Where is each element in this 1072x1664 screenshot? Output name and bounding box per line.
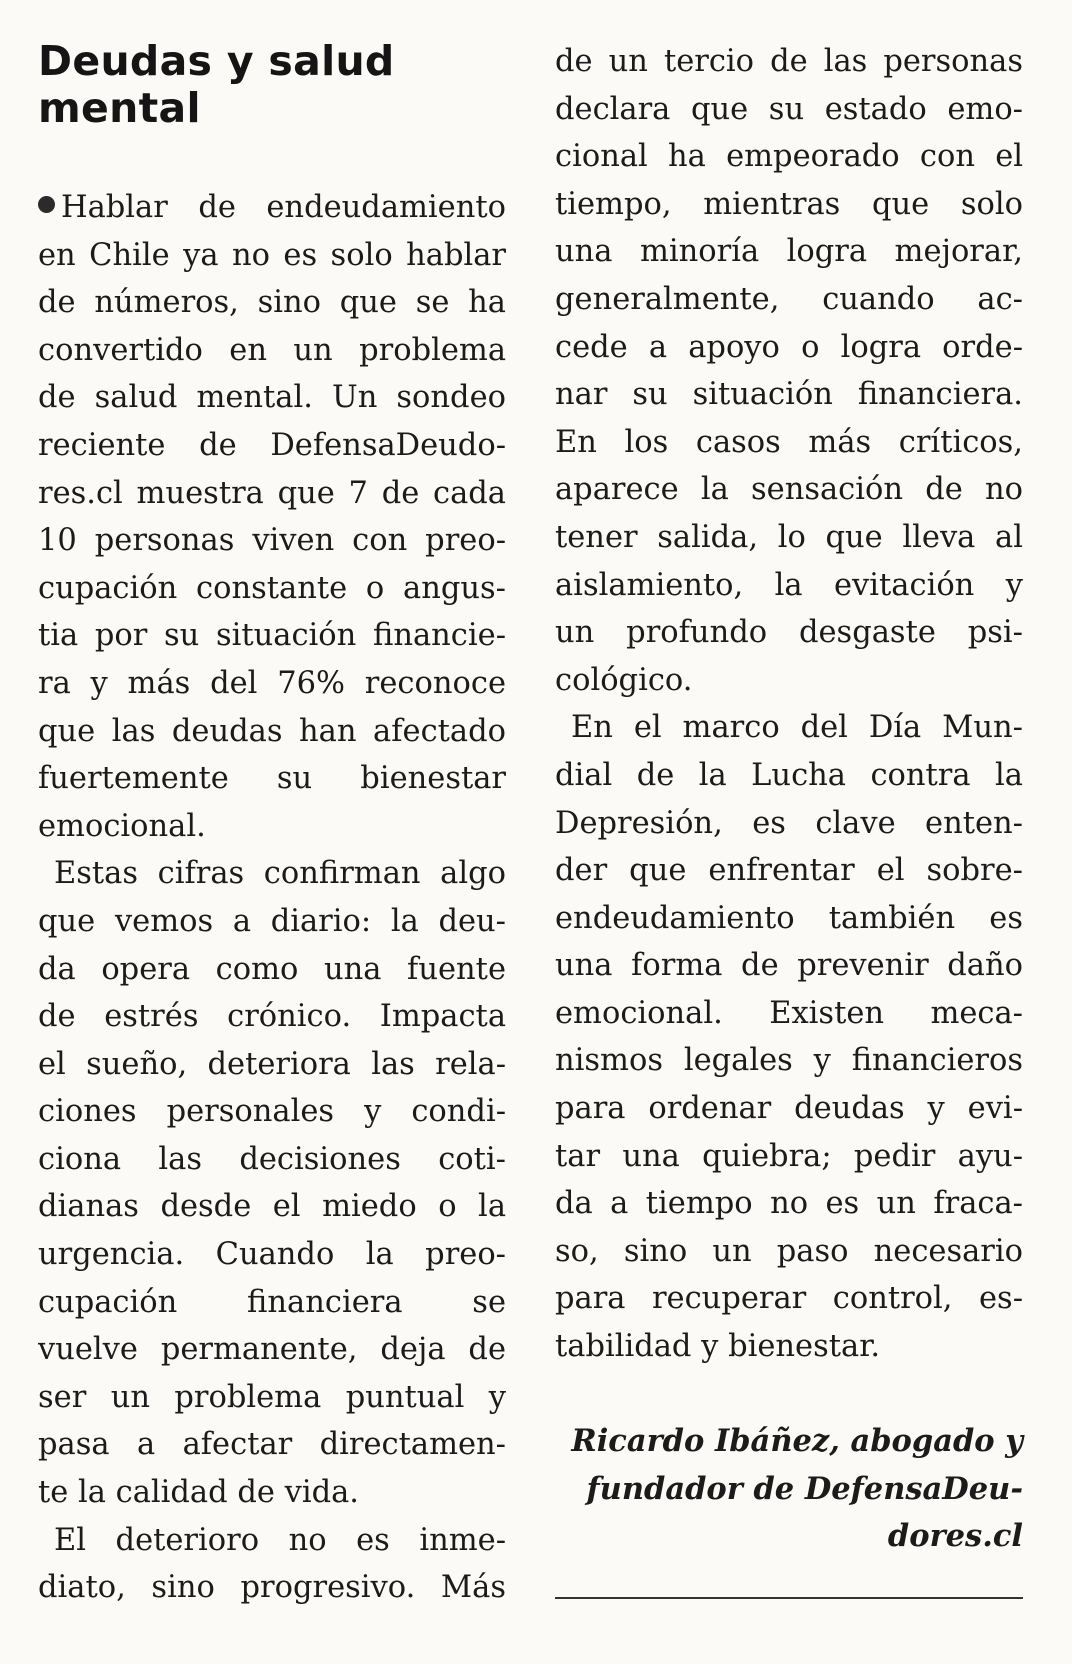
body-line: que vemos a diario: la deu-: [38, 903, 506, 939]
body-line: emocional.: [38, 808, 206, 844]
paragraph-2: [38, 850, 506, 1516]
body-line: de salud mental. Un sondeo: [38, 380, 506, 416]
body-line: da a tiempo no es un fraca-: [555, 1186, 1023, 1222]
body-line: tiempo, mientras que solo: [555, 186, 1023, 222]
body-line: ser un problema puntual y: [38, 1379, 506, 1415]
body-line: te la calidad de vida.: [38, 1475, 359, 1511]
paragraph-4: [555, 704, 1023, 1370]
body-line: que las deudas han afectado: [38, 713, 506, 749]
body-line: En el marco del Día Mun-: [571, 710, 1023, 746]
body-line: en Chile ya no es solo hablar: [38, 237, 506, 273]
body-line: generalmente, cuando ac-: [555, 281, 1023, 317]
body-line: aislamiento, la evitación y: [555, 567, 1023, 603]
signature-line: fundador de DefensaDeu-: [586, 1470, 1023, 1507]
body-line: cupación financiera se: [38, 1284, 506, 1320]
end-rule: [555, 1597, 1023, 1599]
paragraph-1: [38, 184, 506, 850]
body-line: cional ha empeorado con el: [555, 139, 1023, 175]
body-line: tar una quiebra; pedir ayu-: [555, 1138, 1023, 1174]
body-line: cede a apoyo o logra orde-: [555, 329, 1023, 365]
body-line: En los casos más críticos,: [555, 424, 1023, 460]
body-line: ciones personales y condi-: [38, 1094, 506, 1130]
body-line: de un tercio de las personas: [555, 44, 1023, 79]
body-line: cupación constante o angus-: [38, 570, 506, 606]
body-line: der que enfrentar el sobre-: [555, 853, 1023, 889]
paragraph-3: [38, 1517, 506, 1612]
headline-line: mental: [38, 84, 201, 132]
body-line: el sueño, deteriora las rela-: [38, 1046, 506, 1082]
body-line: pasa a afectar directamen-: [38, 1427, 506, 1463]
signature-spacer: [555, 1371, 1023, 1419]
body-line: da opera como una fuente: [38, 951, 506, 987]
body-line: emocional. Existen meca-: [555, 995, 1023, 1031]
body-line: so, sino un paso necesario: [555, 1233, 1023, 1269]
body-line: vuelve permanente, deja de: [38, 1332, 506, 1368]
body-line: res.cl muestra que 7 de cada: [38, 475, 506, 511]
body-line: ra y más del 76% reconoce: [38, 665, 506, 701]
body-line: urgencia. Cuando la preo-: [38, 1237, 506, 1273]
body-line: una forma de prevenir daño: [555, 948, 1023, 984]
paragraph-3-continued: [555, 38, 1023, 704]
left-column: [38, 38, 506, 1612]
body-line: diato, sino progresivo. Más: [38, 1570, 506, 1606]
body-line: dial de la Lucha contra la: [555, 757, 1023, 793]
body-line: de estrés crónico. Impacta: [38, 999, 506, 1035]
body-line: ciona las decisiones coti-: [38, 1141, 506, 1177]
body-line: tener salida, lo que lleva al: [555, 519, 1023, 555]
right-column: [555, 38, 1023, 1561]
bullet-icon: [38, 196, 55, 213]
body-line: aparece la sensación de no: [555, 472, 1023, 508]
body-line: dianas desde el miedo o la: [38, 1189, 506, 1225]
body-line: un profundo desgaste psi-: [555, 615, 1023, 651]
body-line: cológico.: [555, 662, 693, 698]
body-line: Depresión, es clave enten-: [555, 805, 1023, 841]
body-line: para ordenar deudas y evi-: [555, 1091, 1023, 1127]
body-line: El deterioro no es inme-: [54, 1522, 506, 1558]
body-line: Estas cifras confirman algo: [54, 856, 506, 892]
body-line: reciente de DefensaDeudo-: [38, 427, 506, 463]
body-line: nismos legales y financieros: [555, 1043, 1023, 1079]
body-line: tabilidad y bienestar.: [555, 1329, 881, 1365]
headline: [38, 38, 506, 132]
headline-line: Deudas y salud: [38, 37, 395, 85]
body-line: nar su situación financiera.: [555, 377, 1023, 413]
body-line: fuertemente su bienestar: [38, 761, 506, 797]
body-line: Hablar de endeudamiento: [38, 184, 506, 232]
author-signature: [555, 1418, 1023, 1561]
signature-line: dores.cl: [887, 1518, 1023, 1555]
body-line: para recuperar control, es-: [555, 1281, 1023, 1317]
body-line: tia por su situación financie-: [38, 618, 506, 654]
body-line: 10 personas viven con preo-: [38, 523, 506, 559]
body-line: convertido en un problema: [38, 332, 506, 368]
body-line: una minoría logra mejorar,: [555, 234, 1023, 270]
body-line: endeudamiento también es: [555, 900, 1023, 936]
signature-line: Ricardo Ibáñez, abogado y: [571, 1423, 1023, 1460]
body-line: de números, sino que se ha: [38, 285, 506, 321]
body-line: declara que su estado emo-: [555, 91, 1023, 127]
